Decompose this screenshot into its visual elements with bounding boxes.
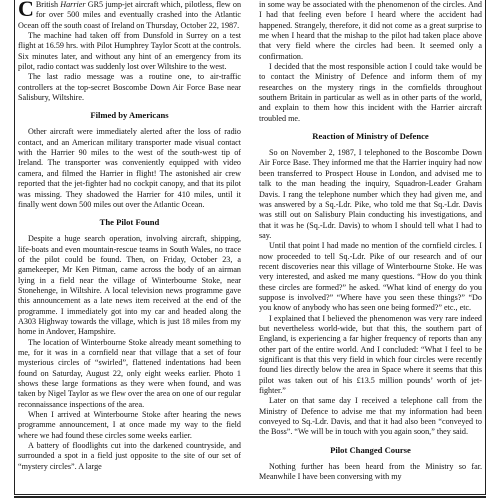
right-column [259, 0, 482, 492]
paragraph: in some way be associated with the phenomenon of the circles. And I had that feeling even before I heard where the accident had happened. Strangely, therefore, it did not come as a great surprise to me when I heard that the mishap to the pilot had taken place above that very field where the circles had been. It seemed only a confirmation. [259, 0, 482, 61]
bottom-rule [14, 496, 486, 498]
paragraph: I decided that the most responsible action I could take would be to contact the Ministry of Defence and inform them of my researches on the mystery rings in the cornfields throughout southern Britain in particular as well as in other parts of the world, and explain to them how this incident with the Harrier aircraft troubled me. [259, 62, 482, 123]
left-column [18, 0, 241, 492]
section-heading: Filmed by Americans [90, 110, 169, 121]
section-heading: Pilot Changed Course [330, 444, 411, 455]
paragraph: Despite a huge search operation, involving aircraft, shipping, life-boats and even mountain-rescue teams in South Wales, no trace of the pilot could be found. Then, on Friday, October 23, a gamekeeper, Mr Ken Pitman, came across the body of an airman lying in a field near the village of Winterbourne Stoke, near Stonehenge, in Wiltshire. A local television news programme gave this announcement as a late news item received at the end of the programme. I immediately got into my car and headed along the A303 Highway towards the village, which is just 18 miles from my home in Andover, Hampshire. [18, 234, 241, 337]
paragraph: Nothing further has been heard from the Ministry so far. Meanwhile I have been conversing with my [259, 461, 482, 482]
paragraph: Other aircraft were immediately alerted after the loss of radio contact, and an American military transporter made visual contact with the Harrier 90 miles to the west of the south-west tip of Ireland. The transporter was conveniently equipped with video camera, and filmed the Harrier in flight! The astonished air crew reported that the jet-fighter had no cockpit canopy, and that its pilot was missing. They shadowed the Harrier for 410 miles, until it finally went down 500 miles out over the Atlantic Ocean. [18, 127, 241, 209]
paragraph: I explained that I believed the phenomenon was very rare indeed but nevertheless world-wide, but that this, the southern part of England, is experiencing a far higher frequency of reports than any other part of the entire world. And I concluded: “What I feel to be significant is that this very field in which four circles were recently found lies directly below the area in Space where it seems that this pilot was taken out of his £13.5 million pounds’ worth of jet-fighter.” [259, 313, 482, 396]
opening-lead: British [35, 0, 61, 9]
paragraph: The last radio message was a routine one, to air-traffic controllers at the top-secret Boscombe Down Air Force Base near Salisbury, Wiltshire. [18, 72, 241, 103]
paragraph: So on November 2, 1987, I telephoned to the Boscombe Down Air Force Base. They informed me that the Harrier inquiry had now been transferred to Prospect House in London, and advised me to talk to the man heading the inquiry, Squadron-Leader Graham Davis. I rang the telephone number which they had given me, and was answered by a Sq.-Ldr. Pike, who told me that Sq.-Ldr. Davis was still out on Salisbury Plain conducting his investigations, and that it was he (Sq.-Ldr. Davis) to whom I should tell what I had to say. [259, 148, 482, 240]
opening-lead-italic: Harrier [60, 0, 86, 9]
section-heading: Reaction of Ministry of Defence [312, 131, 429, 142]
paragraph: Until that point I had made no mention of the cornfield circles. I now proceeded to tell Sq.-Ldr. Pike of our research and of our recent discoveries near this village of Winterbourne Stoke. He was very interested, and asked me many questions. “How do you think these circles are formed?” he asked. “What kind of energy do you suppose is involved?” “Where have you seen these things?” “Do you know of anybody who has seen one being formed?” etc., etc. [259, 241, 482, 313]
paragraph: A battery of floodlights cut into the darkened countryside, and surrounded a spot in a field just opposite to the site of our set of “mystery circles”. A large [18, 441, 241, 471]
paragraph: The machine had taken off from Dunsfold in Surrey on a test flight at 16.59 hrs. with Pilot Humphrey Taylor Scott at the controls. Six minutes later, and without any hint of an emergency from its pilot, radio contact was suddenly lost over Wiltshire to the west. [18, 31, 241, 72]
paragraph: When I arrived at Winterbourne Stoke after hearing the news programme announcement, I at once made my way to the field where we had found these circles some weeks earlier. [18, 410, 241, 440]
section-heading: The Pilot Found [99, 217, 160, 228]
opening-paragraph [18, 0, 241, 31]
drop-cap: C [18, 0, 34, 21]
article-columns [18, 0, 482, 492]
opening-rest: GR5 jump-jet aircraft which, pilotless, flew on for over 500 miles and eventually crashed into the Atlantic Ocean off the south coast of Ireland on Thursday, October 22, 1987. [18, 0, 241, 30]
paragraph: Later on that same day I received a telephone call from the Ministry of Defence to advise me that my information had been conveyed to Sq.-Ldr. Davis, and that it had also been “conveyed to the Boss”. “We will be in touch with you again soon,” they said. [259, 396, 482, 437]
paragraph: The location of Winterbourne Stoke already meant something to me, for it was in a cornfield near that village that a set of four mysterious circles of “swirled”, flattened indentations had been found on Saturday, August 22, only eight weeks earlier. Photo 1 shows these large formations as they were when found, and was taken by Nigel Taylor as we flew over the area on one of our regular reconnaissance inspections of the area. [18, 337, 241, 409]
